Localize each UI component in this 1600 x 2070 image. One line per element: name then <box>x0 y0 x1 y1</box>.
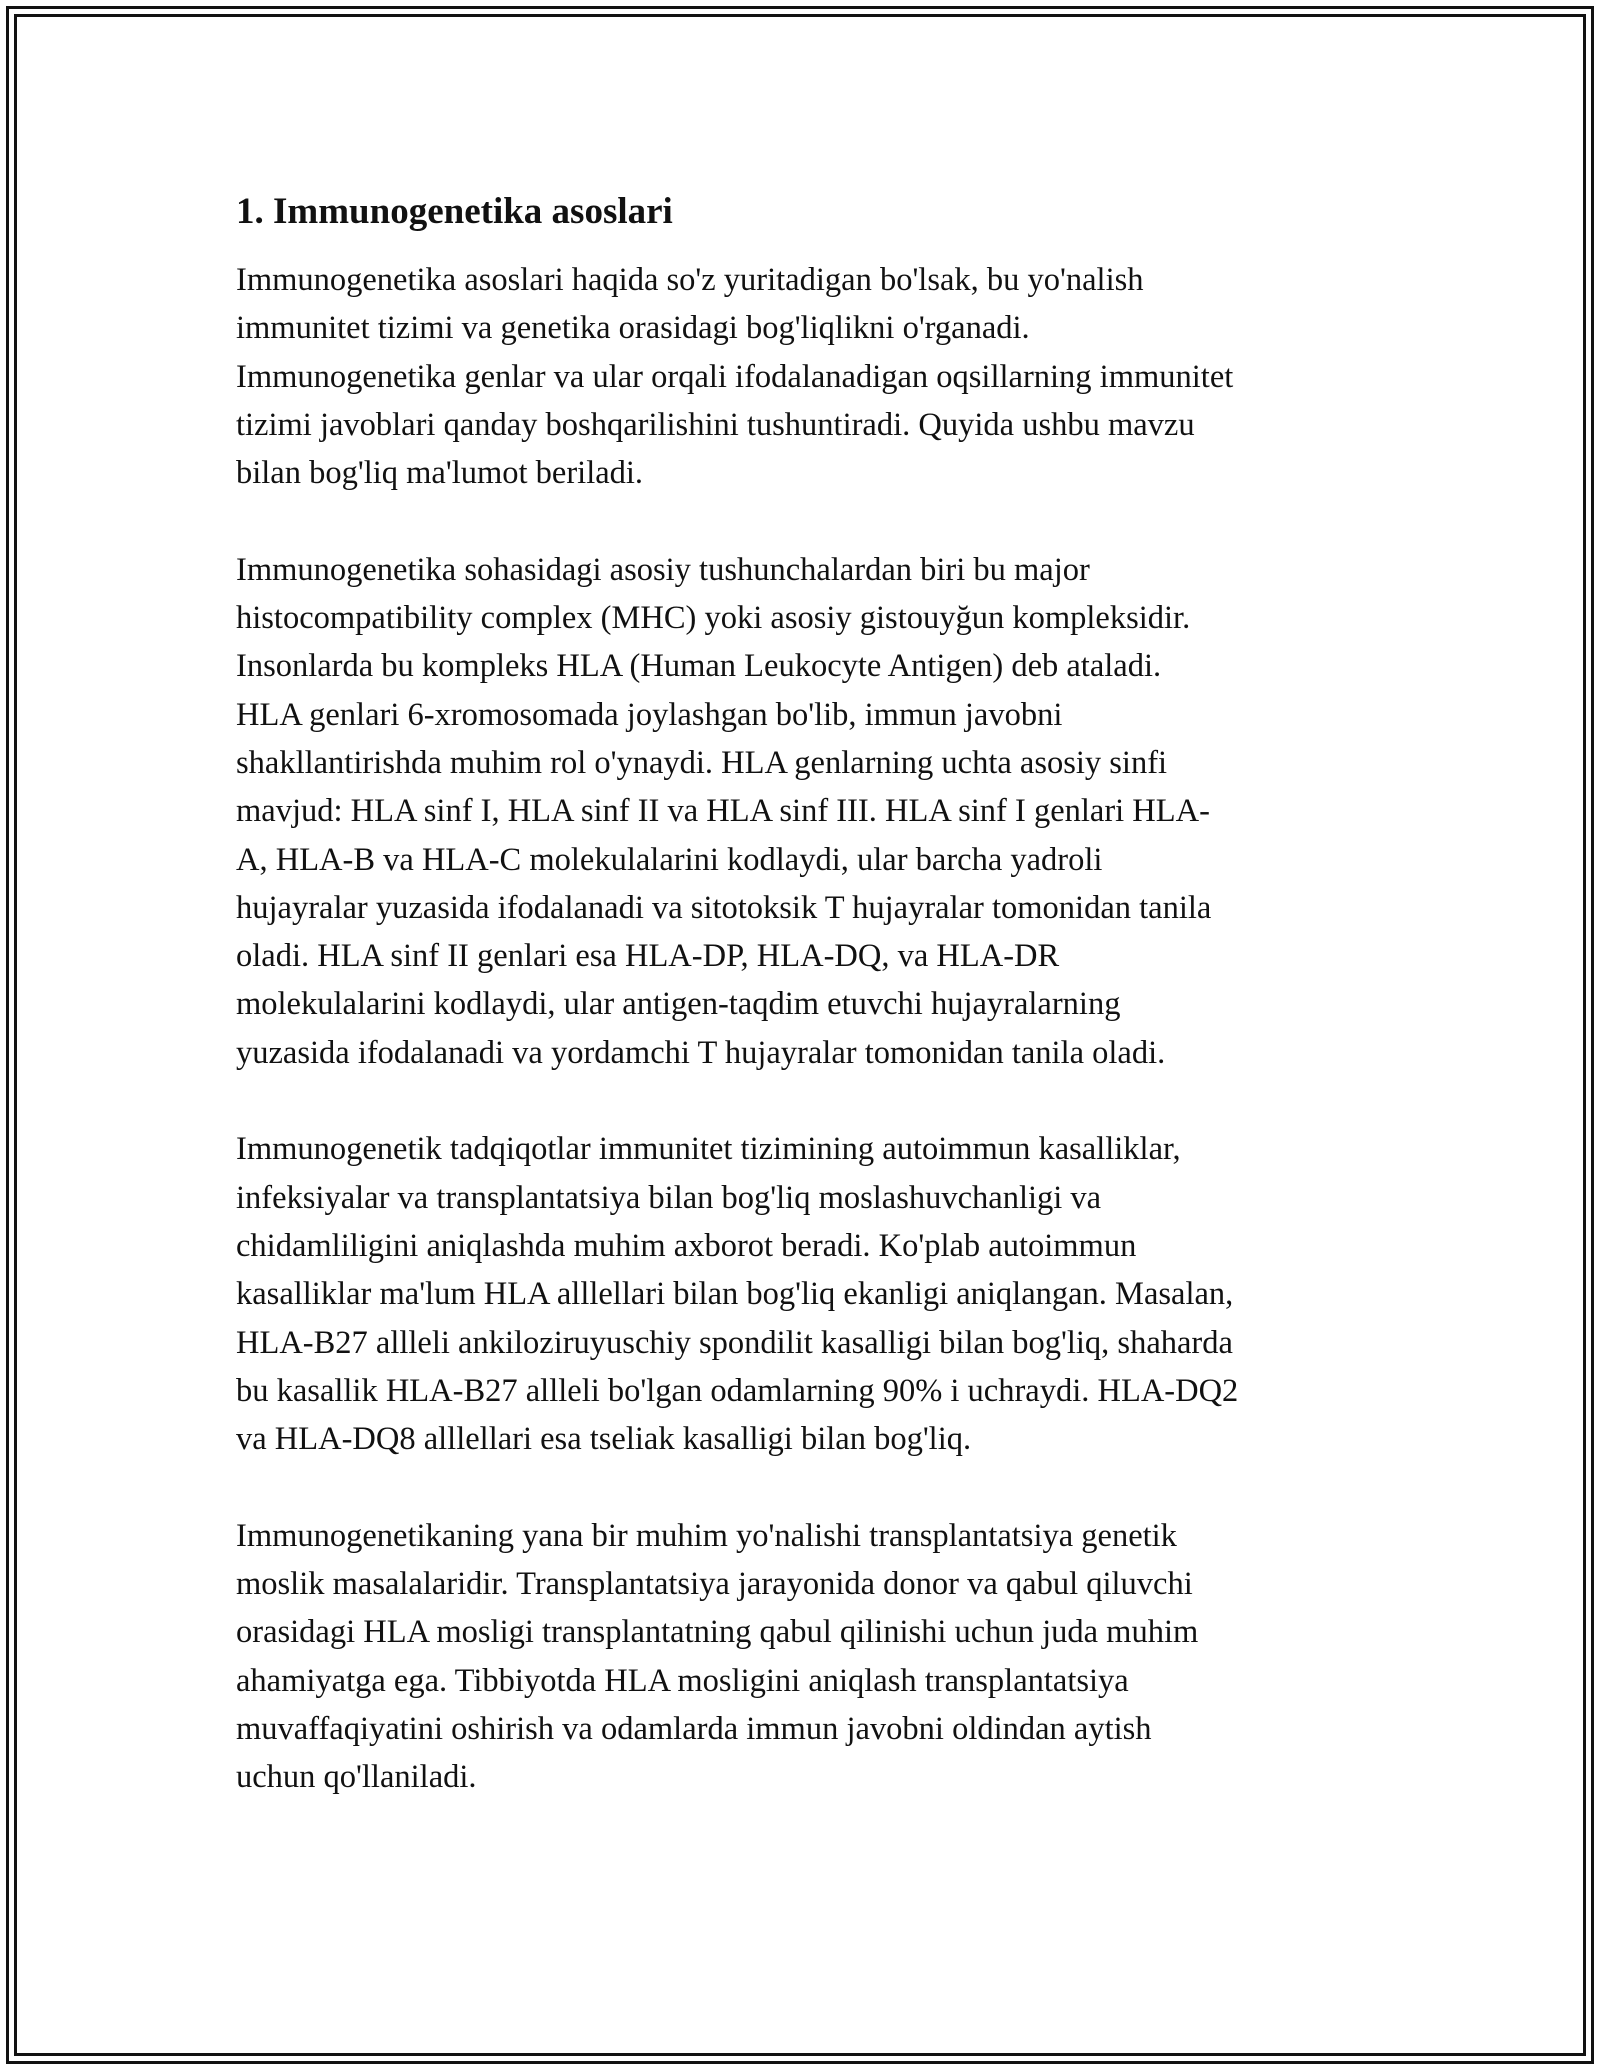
text-line: orasidagi HLA mosligi transplantatning qabul qilinishi uchun juda muhim <box>236 1614 1199 1651</box>
text-line: Immunogenetika sohasidagi asosiy tushunchalardan biri bu major <box>236 551 1090 588</box>
text-line: Immunogenetikaning yana bir muhim yo'nalishi transplantatsiya genetik <box>236 1517 1177 1554</box>
text-line: uchun qo'llaniladi. <box>236 1759 477 1796</box>
text-line: Immunogenetik tadqiqotlar immunitet tizimining autoimmun kasalliklar, <box>236 1131 1181 1168</box>
text-line: yuzasida ifodalanadi va yordamchi T hujayralar tomonidan tanila oladi. <box>236 1034 1166 1071</box>
text-line: chidamliligini aniqlashda muhim axborot beradi. Ko'plab autoimmun <box>236 1227 1137 1264</box>
text-line: muvaffaqiyatini oshirish va odamlarda immun javobni oldindan aytish <box>236 1710 1152 1747</box>
text-line: Insonlarda bu kompleks HLA (Human Leukocyte Antigen) deb ataladi. <box>236 648 1162 685</box>
text-line: ahamiyatga ega. Tibbiyotda HLA mosligini aniqlash transplantatsiya <box>236 1662 1129 1699</box>
text-line: Immunogenetika asoslari haqida so'z yuritadigan bo'lsak, bu yo'nalish <box>236 262 1144 298</box>
text-line: bilan bog'liq ma'lumot beriladi. <box>236 455 644 492</box>
text-line: oladi. HLA sinf II genlari esa HLA-DP, HLA-DQ, va HLA-DR <box>236 938 1060 975</box>
text-line: infeksiyalar va transplantatsiya bilan bog'liq moslashuvchanligi va <box>236 1179 1102 1216</box>
section-heading: 1. Immunogenetika asoslari <box>236 191 673 232</box>
text-line: moslik masalalaridir. Transplantatsiya jarayonida donor va qabul qiluvchi <box>236 1566 1193 1603</box>
paragraph-intro <box>236 256 1376 497</box>
text-line: mavjud: HLA sinf I, HLA sinf II va HLA sinf III. HLA sinf I genlari HLA- <box>236 793 1210 830</box>
document-body <box>236 186 1376 1850</box>
paragraph-autoimmune <box>236 1125 1376 1463</box>
text-line: shakllantirishda muhim rol o'ynaydi. HLA genlarning uchta asosiy sinfi <box>236 744 1168 781</box>
text-line: HLA-B27 allleli ankiloziruyuschiy spondilit kasalligi bilan bog'liq, shaharda <box>236 1324 1233 1361</box>
text-line: va HLA-DQ8 alllellari esa tseliak kasalligi bilan bog'liq. <box>236 1421 972 1458</box>
text-line: HLA genlari 6-xromosomada joylashgan bo'lib, immun javobni <box>236 696 1063 733</box>
text-line: hujayralar yuzasida ifodalanadi va sitotoksik T hujayralar tomonidan tanila <box>236 889 1212 926</box>
text-line: A, HLA-B va HLA-C molekulalarini kodlaydi, ular barcha yadroli <box>236 841 1103 878</box>
text-line: tizimi javoblari qanday boshqarilishini tushuntiradi. Quyida ushbu mavzu <box>236 406 1195 443</box>
paragraph-mhc <box>236 546 1376 1077</box>
paragraph-transplant <box>236 1512 1376 1802</box>
text-line: molekulalarini kodlaydi, ular antigen-taqdim etuvchi hujayralarning <box>236 986 1121 1023</box>
text-line: Immunogenetika genlar va ular orqali ifodalanadigan oqsillarning immunitet <box>236 358 1234 395</box>
text-line: immunitet tizimi va genetika orasidagi bog'liqlikni o'rganadi. <box>236 310 1030 347</box>
text-line: histocompatibility complex (MHC) yoki asosiy gistouyğun kompleksidir. <box>236 600 1191 637</box>
text-line: bu kasallik HLA-B27 allleli bo'lgan odamlarning 90% i uchraydi. HLA-DQ2 <box>236 1372 1239 1409</box>
text-line: kasalliklar ma'lum HLA alllellari bilan bog'liq ekanligi aniqlangan. Masalan, <box>236 1276 1234 1313</box>
